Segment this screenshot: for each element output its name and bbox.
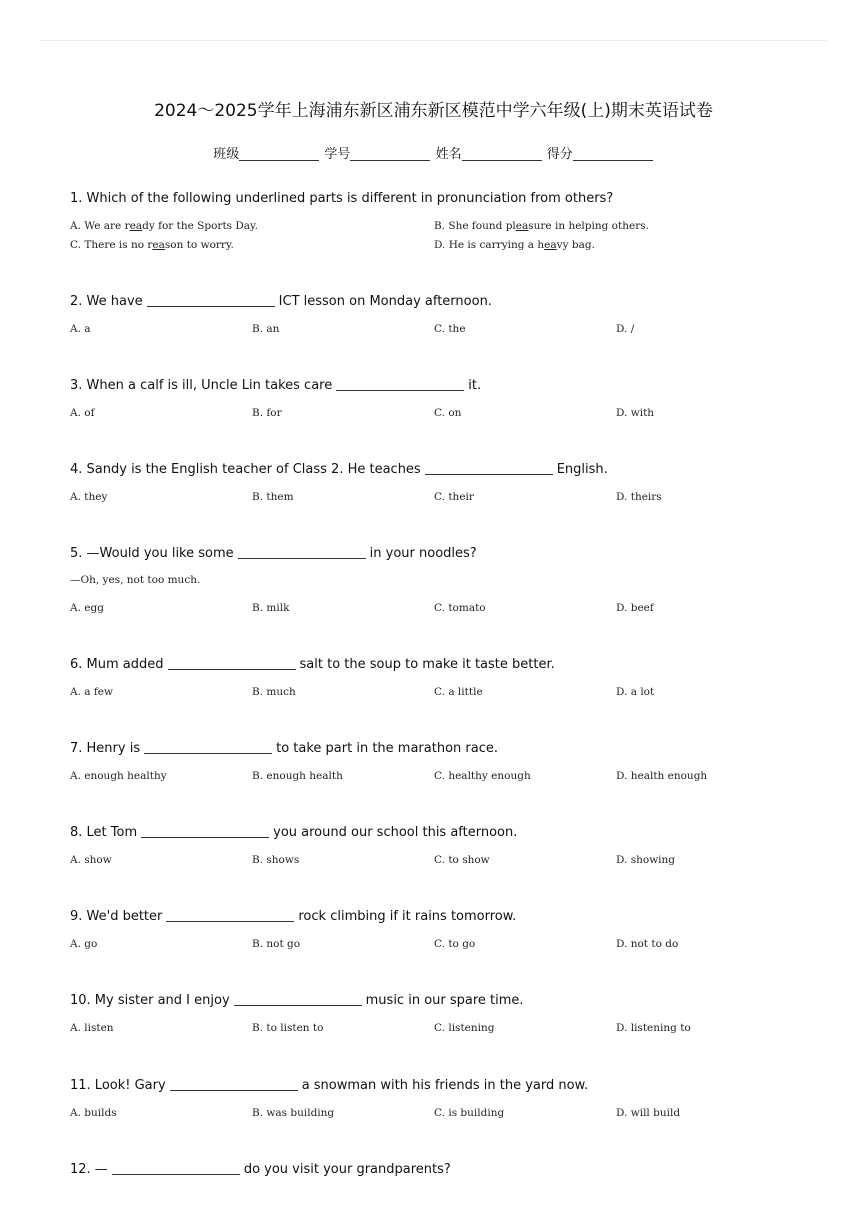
q2-option-c[interactable]: C. the	[434, 323, 466, 335]
q10-option-d[interactable]: D. listening to	[616, 1022, 691, 1034]
class-label: 班级	[213, 147, 240, 162]
question-3-pre: 3. When a calf is ill, Uncle Lin takes care	[70, 378, 333, 393]
top-rule	[40, 40, 827, 41]
question-7-options	[70, 767, 800, 787]
q3-option-a[interactable]: A. of	[70, 407, 95, 419]
question-2-blank[interactable]	[147, 293, 275, 307]
name-label: 姓名	[435, 147, 462, 162]
question-10-options	[70, 1019, 800, 1039]
q11-option-a[interactable]: A. builds	[70, 1107, 117, 1119]
question-12-post: do you visit your grandparents?	[243, 1162, 451, 1177]
name-blank[interactable]	[462, 146, 542, 161]
question-4-stem	[70, 461, 608, 479]
class-blank[interactable]	[239, 146, 319, 161]
question-10-pre: 10. My sister and I enjoy	[70, 993, 230, 1008]
q4-option-a[interactable]: A. they	[70, 491, 108, 503]
question-2-stem	[70, 293, 492, 311]
score-blank[interactable]	[573, 146, 653, 161]
question-9-pre: 9. We'd better	[70, 909, 163, 924]
question-4-blank[interactable]	[425, 461, 553, 475]
question-5-post: in your noodles?	[369, 546, 477, 561]
q8-option-c[interactable]: C. to show	[434, 854, 490, 866]
student-info	[0, 143, 867, 162]
q9-option-d[interactable]: D. not to do	[616, 938, 679, 950]
question-6-pre: 6. Mum added	[70, 657, 164, 672]
q3-option-d[interactable]: D. with	[616, 407, 655, 419]
q11-option-c[interactable]: C. is building	[434, 1107, 505, 1119]
q6-option-c[interactable]: C. a little	[434, 686, 483, 698]
q2-option-b[interactable]: B. an	[252, 323, 280, 335]
q6-option-b[interactable]: B. much	[252, 686, 296, 698]
question-2-options	[70, 320, 800, 340]
q3-option-b[interactable]: B. for	[252, 407, 282, 419]
question-3-options	[70, 404, 800, 424]
question-3-blank[interactable]	[336, 377, 464, 391]
q9-option-a[interactable]: A. go	[70, 938, 98, 950]
number-blank[interactable]	[350, 146, 430, 161]
q2-option-d[interactable]: D. /	[616, 323, 635, 335]
question-12-blank[interactable]	[112, 1161, 240, 1175]
question-9-post: rock climbing if it rains tomorrow.	[298, 909, 517, 924]
q5-option-c[interactable]: C. tomato	[434, 602, 486, 614]
q5-option-d[interactable]: D. beef	[616, 602, 654, 614]
q1-option-a[interactable]: A. We are ready for the Sports Day.	[70, 220, 258, 232]
question-2-post: ICT lesson on Monday afternoon.	[278, 294, 492, 309]
question-8-blank[interactable]	[141, 824, 269, 838]
question-8-pre: 8. Let Tom	[70, 825, 138, 840]
question-11-pre: 11. Look! Gary	[70, 1078, 166, 1093]
question-3-post: it.	[468, 378, 482, 393]
question-8-stem	[70, 824, 517, 842]
question-10-stem	[70, 992, 524, 1010]
question-11-post: a snowman with his friends in the yard now.	[301, 1078, 589, 1093]
q1-option-d[interactable]: D. He is carrying a heavy bag.	[434, 239, 595, 251]
question-10-blank[interactable]	[234, 992, 362, 1006]
q8-option-a[interactable]: A. show	[70, 854, 112, 866]
page-title: 2024～2025学年上海浦东新区浦东新区模范中学六年级(上)期末英语试卷	[154, 101, 713, 121]
question-9-options	[70, 935, 800, 955]
q10-option-a[interactable]: A. listen	[70, 1022, 114, 1034]
q2-option-a[interactable]: A. a	[70, 323, 91, 335]
number-label: 学号	[324, 147, 351, 162]
question-1-options	[70, 217, 800, 257]
q4-option-b[interactable]: B. them	[252, 491, 294, 503]
question-11-blank[interactable]	[170, 1077, 298, 1091]
question-12-stem	[70, 1161, 451, 1179]
q7-option-c[interactable]: C. healthy enough	[434, 770, 531, 782]
question-7-post: to take part in the marathon race.	[276, 741, 498, 756]
q1-option-b[interactable]: B. She found pleasure in helping others.	[434, 220, 649, 232]
question-9-stem	[70, 908, 516, 926]
q3-option-c[interactable]: C. on	[434, 407, 462, 419]
question-4-pre: 4. Sandy is the English teacher of Class 2. He teaches	[70, 462, 421, 477]
score-label: 得分	[546, 147, 573, 162]
q10-option-b[interactable]: B. to listen to	[252, 1022, 324, 1034]
q4-option-c[interactable]: C. their	[434, 491, 474, 503]
q8-option-b[interactable]: B. shows	[252, 854, 300, 866]
q9-option-b[interactable]: B. not go	[252, 938, 301, 950]
q5-option-a[interactable]: A. egg	[70, 602, 104, 614]
question-6-blank[interactable]	[168, 656, 296, 670]
question-5-dialog: —Oh, yes, not too much.	[70, 574, 201, 586]
q8-option-d[interactable]: D. showing	[616, 854, 676, 866]
q7-option-a[interactable]: A. enough healthy	[70, 770, 167, 782]
question-5-options	[70, 599, 800, 619]
question-8-post: you around our school this afternoon.	[273, 825, 518, 840]
question-6-options	[70, 683, 800, 703]
question-7-pre: 7. Henry is	[70, 741, 141, 756]
question-3-stem	[70, 377, 481, 395]
question-5-pre: 5. —Would you like some	[70, 546, 234, 561]
question-5-stem	[70, 545, 477, 563]
q10-option-c[interactable]: C. listening	[434, 1022, 495, 1034]
question-7-blank[interactable]	[144, 740, 272, 754]
question-6-stem	[70, 656, 555, 674]
q11-option-d[interactable]: D. will build	[616, 1107, 681, 1119]
q7-option-b[interactable]: B. enough health	[252, 770, 343, 782]
question-6-post: salt to the soup to make it taste better.	[299, 657, 555, 672]
question-5-blank[interactable]	[238, 545, 366, 559]
question-9-blank[interactable]	[166, 908, 294, 922]
q6-option-d[interactable]: D. a lot	[616, 686, 655, 698]
question-7-stem	[70, 740, 498, 758]
q6-option-a[interactable]: A. a few	[70, 686, 113, 698]
q11-option-b[interactable]: B. was building	[252, 1107, 335, 1119]
q1-option-c[interactable]: C. There is no reason to worry.	[70, 239, 234, 251]
q5-option-b[interactable]: B. milk	[252, 602, 290, 614]
question-11-stem	[70, 1077, 588, 1095]
question-2-pre: 2. We have	[70, 294, 143, 309]
question-1-stem: 1. Which of the following underlined parts is different in pronunciation from others?	[70, 191, 614, 206]
question-8-options	[70, 851, 800, 871]
q7-option-d[interactable]: D. health enough	[616, 770, 708, 782]
question-4-post: English.	[556, 462, 608, 477]
q9-option-c[interactable]: C. to go	[434, 938, 476, 950]
question-4-options	[70, 488, 800, 508]
question-11-options	[70, 1104, 800, 1124]
q4-option-d[interactable]: D. theirs	[616, 491, 662, 503]
question-10-post: music in our spare time.	[365, 993, 524, 1008]
question-12-pre: 12. —	[70, 1162, 108, 1177]
